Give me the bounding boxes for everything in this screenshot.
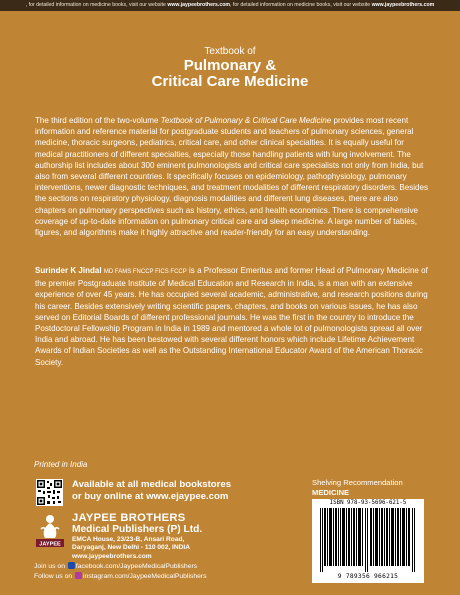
strip-url-1: www.jaypeebrothers.com [167, 2, 230, 8]
shelving-recommendation [312, 478, 403, 497]
barcode-bars-icon [320, 508, 416, 572]
publisher-address-line-1: EMCA House, 23/23-B, Ansari Road, [72, 536, 185, 543]
social-links [34, 562, 207, 581]
jaypee-logo-icon [36, 513, 64, 547]
barcode-digits: 9 789356 966215 [337, 573, 399, 580]
strip-text-2: , for detailed information on medicine books, visit our website [230, 2, 372, 8]
title-line-2: Pulmonary & [183, 57, 277, 74]
facebook-row [34, 562, 207, 572]
instagram-prefix: Follow us on [34, 572, 73, 580]
instagram-row [34, 572, 207, 582]
facebook-url: facebook.com/JaypeeMedicalPublishers [75, 563, 198, 570]
availability-line-2: or buy online at www.ejaypee.com [72, 491, 229, 502]
title-line-3: Critical Care Medicine [151, 73, 309, 90]
author-bio-text: is a Professor Emeritus and former Head of Pulmonary Medicine of the premier Postgraduate Institute of Medical Education and Research in India, is a man with an extensive experience of over 45 years. He has occupied several academic, administrative, and research positions during his career. Besides extensively writing scientific papers, chapters, and books on various issues, he has also served on Editorial Boards of different professional journals. He was the first in the country to introduce the Postdoctoral Fellowship Program in India in 1989 and mentored a whole lot of pulmonologists spread all over India and abroad. He has been bestowed with several different honors which include Lifetime Achievement Awards of Indian Societies as well as the Outstanding International Educator Award of the American Thoracic Society. [35, 266, 428, 367]
top-website-strip [0, 0, 460, 11]
shelving-label: Shelving Recommendation [312, 478, 403, 487]
author-degrees: MD FAMS FNCCP FICS FCCP [103, 269, 187, 275]
publisher-address-line-2: Daryaganj, New Delhi - 110 002, INDIA [72, 544, 191, 552]
isbn-barcode [312, 499, 424, 583]
title-line-1: Textbook of [204, 46, 256, 57]
publisher-info [72, 512, 202, 561]
instagram-icon [75, 572, 82, 579]
book-description [35, 115, 429, 238]
author-bio [35, 265, 429, 368]
isbn-number: ISBN 978-93-5696-621-5 [329, 500, 407, 506]
strip-url-2: www.jaypeebrothers.com [371, 2, 435, 8]
shelving-value: MEDICINE [312, 487, 350, 497]
publisher-name-line-2: Medical Publishers (P) Ltd. [72, 524, 203, 535]
description-text-2: provides most recent information and reference material for postgraduate students and teachers of pulmonary sciences, general medicine, thoracic surgeons, pediatrics, critical care, and other clinical specialties. It is equally useful for medical practitioners of different specialties, especially those handling patients with lung involvement. The authorship list includes about 300 eminent pulmonologists and critical care specialists not only from India, but also from several different countries. It specifically focuses on epidemiology, pathophysiology, pulmonary interventions, newer diagnostic techniques, and treatment modalities of different respiratory disorders. Besides the sections on respiratory physiology, diagnosis modalities and different lung diseases, there are also chapters on pulmonary perspectives such as history, ethics, and health economics. There is comprehensive coverage of up-to-date information on pulmonary critical care and sleep medicine. A large number of tables, figures, and algorithms make it highly attractive and reader-friendly for an easy understanding. [35, 116, 429, 238]
strip-text-1: , for detailed information on medicine books, visit our website [25, 2, 168, 8]
qr-code-icon [36, 479, 63, 506]
logo-text: JAYPEE [39, 541, 61, 547]
author-name: Surinder K Jindal [35, 266, 102, 275]
description-book-title: Textbook of Pulmonary & Critical Care Medicine [160, 116, 332, 125]
publisher-name-line-1: JAYPEE BROTHERS [72, 512, 186, 524]
printed-in-label: Printed in India [34, 460, 88, 469]
description-text-1: The third edition of the two-volume [35, 116, 161, 125]
instagram-url: instagram.com/JaypeeMedicalPublishers [83, 572, 207, 580]
availability-text [72, 479, 231, 503]
availability-line-1: Available at all medical bookstores [72, 479, 232, 490]
book-title [0, 46, 460, 90]
facebook-icon [68, 562, 75, 569]
publisher-website: www.jaypeebrothers.com [72, 552, 152, 560]
facebook-prefix: Join us on [34, 563, 65, 570]
